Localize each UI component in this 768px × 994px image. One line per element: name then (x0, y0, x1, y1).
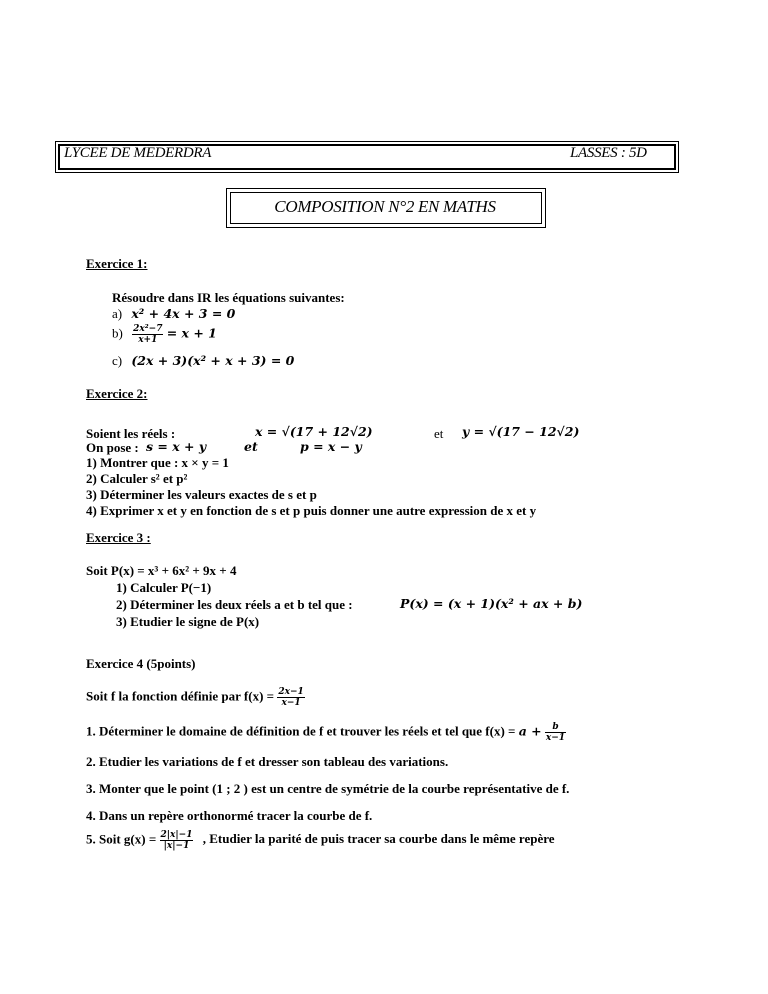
ex3-polynomial: Soit P(x) = x³ + 6x² + 9x + 4 (86, 563, 237, 578)
ex2-q1: 1) Montrer que : x × y = 1 (86, 455, 229, 470)
ex2-et2: et (244, 439, 258, 454)
ex2-q4: 4) Exprimer x et y en fonction de s et p puis donner une autre expression de x et y (86, 503, 537, 518)
ex1-title: Exercice 1: (86, 256, 148, 271)
ex4-q3: 3. Monter que le point (1 ; 2 ) est un centre de symétrie de la courbe représentative de f. (86, 781, 570, 796)
ex4-q4: 4. Dans un repère orthonormé tracer la courbe de f. (86, 808, 373, 823)
ex1-c-label: c) (112, 353, 123, 368)
ex3-q3: 3) Etudier le signe de P(x) (116, 614, 260, 629)
ex4-q1-denominator: x−1 (545, 733, 566, 743)
ex1-b-numerator: 2x²−7 (133, 324, 163, 334)
ex4-f-denominator: x−1 (281, 698, 301, 708)
ex1-b-rhs: = x + 1 (166, 325, 217, 341)
ex1-c (112, 353, 294, 369)
ex2-title: Exercice 2: (86, 386, 148, 401)
ex1-c-equation: (2x + 3)(x² + x + 3) = 0 (131, 353, 295, 368)
ex4-q5-post: , Etudier la parité de puis tracer sa courbe dans le même repère (202, 831, 555, 847)
ex4-f-numerator: 2x−1 (278, 687, 304, 697)
ex4-q5-numerator: 2|x|−1 (160, 830, 193, 840)
page-title: COMPOSITION N°2 EN MATHS (274, 197, 496, 216)
ex4-q1-text: 1. Déterminer le domaine de définition de f et trouver les réels et tel que f(x) = (86, 723, 516, 739)
ex1-b-label: b) (112, 325, 123, 341)
ex1-a (112, 306, 235, 322)
ex4-q1-a: a + (518, 723, 542, 739)
ex3-q2-equation: P(x) = (x + 1)(x² + ax + b) (400, 596, 583, 611)
ex4-title: Exercice 4 (5points) (86, 656, 196, 671)
ex2-q3: 3) Déterminer les valeurs exactes de s et p (86, 487, 317, 502)
ex2-p-definition: p = x − y (300, 439, 362, 454)
ex4-q5-fraction (160, 830, 194, 851)
ex3-q2: 2) Déterminer les deux réels a et b tel que : (116, 597, 353, 612)
ex1-intro: Résoudre dans IR les équations suivantes: (112, 290, 345, 305)
ex4-q1-fraction (545, 722, 566, 743)
ex2-x-definition: x = √(17 + 12√2) (255, 424, 373, 439)
ex2-q2: 2) Calculer s² et p² (86, 471, 188, 486)
school-name: LYCEE DE MEDERDRA (64, 145, 212, 161)
ex2-reels: Soient les réels : (86, 426, 176, 441)
ex1-a-equation: x² + 4x + 3 = 0 (131, 306, 236, 321)
ex4-q2: 2. Etudier les variations de f et dresser son tableau des variations. (86, 754, 449, 769)
ex1-a-label: a) (112, 306, 123, 321)
ex2-pose-label: On pose : (86, 440, 139, 455)
ex1-b-denominator: x+1 (138, 335, 158, 345)
ex3-title: Exercice 3 : (86, 530, 151, 545)
ex4-fdef-text: Soit f la fonction définie par f(x) = (86, 688, 275, 704)
class-label: LASSES : 5D (570, 145, 647, 161)
ex4-f-fraction (277, 687, 304, 708)
ex3-q1: 1) Calculer P(−1) (116, 580, 212, 595)
ex1-b (112, 324, 217, 345)
ex4-q5-pre: 5. Soit g(x) = (86, 831, 157, 847)
ex1-b-fraction (132, 324, 163, 345)
ex4-q5 (86, 830, 555, 851)
ex4-q5-denominator: |x|−1 (163, 841, 190, 851)
ex2-s-definition: s = x + y (146, 439, 207, 454)
ex4-fdef (86, 687, 305, 708)
ex2-et: et (434, 426, 444, 441)
ex4-q1 (86, 722, 566, 743)
ex2-y-definition: y = √(17 − 12√2) (462, 424, 580, 439)
ex4-q1-numerator: b (545, 722, 566, 733)
